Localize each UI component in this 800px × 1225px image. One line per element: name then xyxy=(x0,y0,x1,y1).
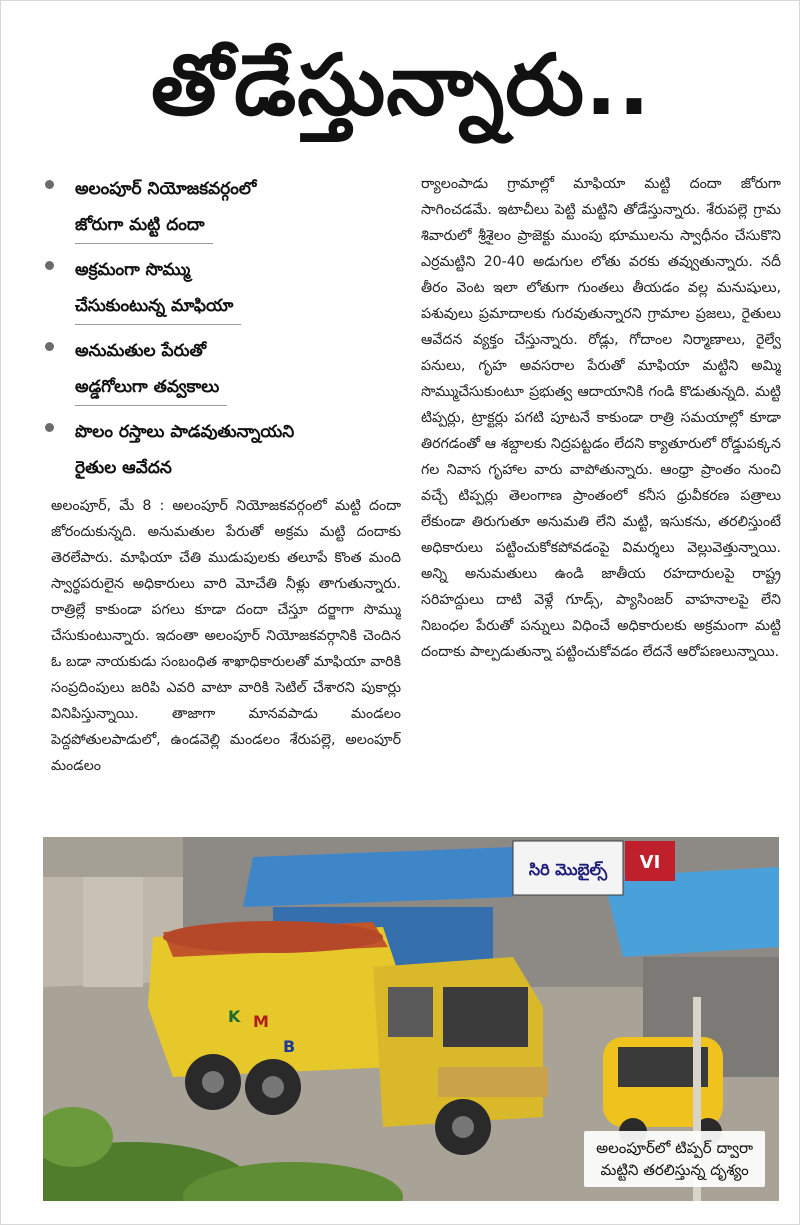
bullet-list xyxy=(39,171,399,494)
article-paragraph: అలంపూర్, మే 8 : అలంపూర్ నియోజకవర్గంలో మట్టి దందా జోరందుకున్నది. అనుమతుల పేరుతో అక్రమ మట్టి దందాకు తెరలేపారు. మాఫియా చేతి ముడుపులకు తలూపే కొంత మంది స్వార్థపరులైన అధికారులు వారి మోచేతి నీళ్లు తాగుతున్నారు. రాత్రిల్లే కాకుండా పగలు కూడా దందా చేస్తూ దర్జాగా సొమ్ము చేసుకుంటున్నారు. ఇదంతా అలంపూర్ నియోజకవర్గానికి చెందిన ఓ బడా నాయకుడు సంబంధిత శాఖాధికారులతో మాఫియా వారికి సంప్రదింపులు జరిపి ఎవరి వాటా వారికి సెటిల్ చేశారని పుకార్లు వినిపిస్తున్నాయి. తాజాగా మానవపాడు మండలం పెద్దపోతులపాడులో, ఉండవెల్లి మండలం శేరుపల్లె, అలంపూర్ మండలం xyxy=(51,498,401,774)
bullet-line: అలంపూర్ నియోజకవర్గంలో xyxy=(75,179,257,199)
bullet-line: జోరుగా మట్టి దందా xyxy=(75,207,213,244)
bullet-item xyxy=(39,252,399,325)
bullet-item xyxy=(39,333,399,406)
truck-letter: B xyxy=(283,1037,296,1056)
bullet-line: అడ్డగోలుగా తవ్వకాలు xyxy=(75,369,227,406)
bullet-line: అక్రమంగా సొమ్ము xyxy=(75,260,191,280)
brand-sign: VI xyxy=(639,852,661,873)
photo-caption xyxy=(584,1131,765,1187)
news-photo xyxy=(43,837,779,1201)
article-body-left-column xyxy=(51,493,401,823)
truck-letter: K xyxy=(228,1007,241,1026)
truck-letter: M xyxy=(253,1012,269,1031)
bullet-line: రైతుల ఆవేదన xyxy=(75,458,172,478)
article-body-right-column xyxy=(421,171,781,821)
caption-line: అలంపూర్‌లో టిప్పర్ ద్వారా xyxy=(596,1139,753,1157)
bullet-item xyxy=(39,414,399,486)
shop-sign: సిరి మొబైల్స్ xyxy=(528,860,608,879)
bullet-dot-icon xyxy=(45,180,54,189)
bullet-item xyxy=(39,171,399,244)
bullet-dot-icon xyxy=(45,342,54,351)
caption-line: మట్టిని తరలిస్తున్న దృశ్యం xyxy=(600,1161,749,1179)
bullet-line: పొలం రస్తాలు పాడవుతున్నాయని xyxy=(75,422,295,442)
bullet-dot-icon xyxy=(45,423,54,432)
headline: తోడేస్తున్నారు.. xyxy=(151,36,651,134)
bullet-dot-icon xyxy=(45,261,54,270)
article-paragraph: ర్యాలంపాడు గ్రామాల్లో మాఫియా మట్టి దందా జోరుగా సాగించడమే. ఇటాచీలు పెట్టి మట్టిని తోడేస్తున్నారు. శేరుపల్లె గ్రామ శివారులో శ్రీశైలం ప్రాజెక్టు ముంపు భూములను స్వాధీనం చేసుకొని ఎర్రమట్టిని 20-40 అడుగుల లోతు వరకు తవ్వుతున్నారు. నదీ తీరం వెంట ఇలా లోతుగా గుంతలు తీయడం వల్ల మనుషులు, పశువులు ప్రమాదాలకు గురవుతున్నారని గ్రామాల ప్రజలు, రైతులు ఆవేదన వ్యక్తం చేస్తున్నారు. రోడ్లు, గోదాంల నిర్మాణాలు, రైల్వే పనులు, గృహ అవసరాల పేరుతో మాఫియా మట్టిని అమ్మి సొమ్ముచేసుకుంటూ ప్రభుత్వ ఆదాయానికి గండి కొడుతున్నది. మట్టి టిప్పర్లు, ట్రాక్టర్లు పగటి పూటనే కాకుండా రాత్రి సమయాల్లో కూడా తిరగడంతో ఆ శబ్దాలకు నిద్రపట్టడం లేదని క్యాతూరులో రోడ్డుపక్కన గల నివాస గృహాల వారు వాపోతున్నారు. ఆంధ్రా ప్రాంతం నుంచి వచ్చే టిప్పర్లు తెలంగాణ ప్రాంతంలో కనీస ధ్రువీకరణ పత్రాలు లేకుండా తిరుగుతూ అనుమతి లేని మట్టి, ఇసుకను, తరలిస్తుంటే అధికారులు పట్టించుకోకపోవడంపై విమర్శలు వెల్లువెత్తున్నాయి. అన్ని అనుమతులు ఉండి జాతీయ రహదారులపై రాష్ట్ర సరిహద్దులు దాటి వెళ్లే గూడ్స్, ప్యాసింజర్ వాహనాలపై లేని నిబంధల పేరుతో పన్నులు విధించే అధికారులకు అక్రమంగా మట్టి దందాకు పాల్పడుతున్నా పట్టించుకోవడం లేదనే ఆరోపణలున్నాయి. xyxy=(421,176,781,660)
bullet-line: చేసుకుంటున్న మాఫియా xyxy=(75,288,241,325)
bullet-line: అనుమతుల పేరుతో xyxy=(75,341,207,361)
